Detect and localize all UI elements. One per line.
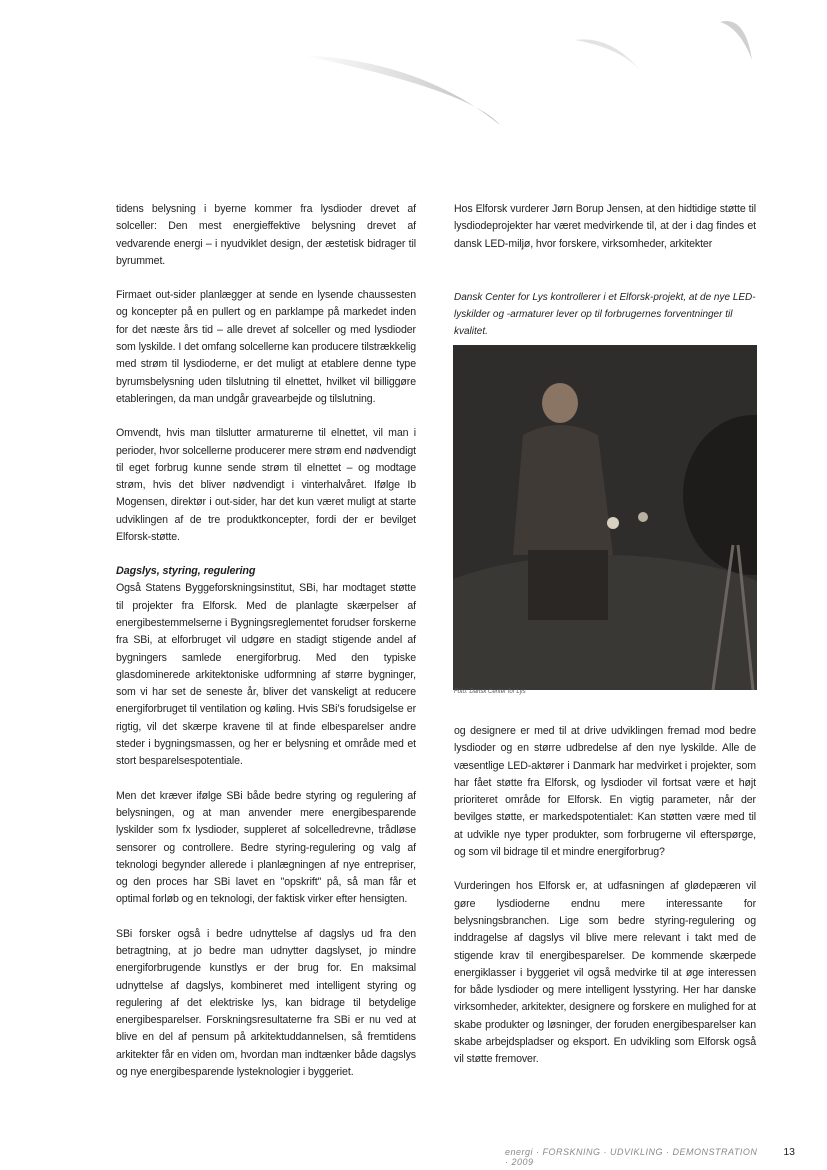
swoosh-shape-3 bbox=[720, 21, 752, 60]
photo-credit: Foto: Dansk Center for Lys bbox=[454, 689, 526, 695]
photo bbox=[453, 345, 757, 690]
header-decoration bbox=[0, 0, 827, 140]
paragraph: Men det kræver ifølge SBi både bedre styring og regulering af belysningen, og at man anvender mere energibesparende lyskilder som fx lysdioder, suppleret af solcelledrevne, trådløse sensorer og controllere. Bedre styring-regulering og valg af teknologi begynder allerede i planlægningen af nye entrepriser, og den proces har SBi lavet en "opskrift" på, så man får et optimal forløb og en teknologi, der faktisk virker efter hensigten. bbox=[116, 789, 416, 906]
swoosh-shape-1 bbox=[300, 55, 500, 125]
paragraph: Hos Elforsk vurderer Jørn Borup Jensen, at den hidtidige støtte til lysdiodeprojekter har været medvirkende til, at der i dag findes et dansk LED-miljø, hvor forskere, virksomheder, arkitekter bbox=[454, 203, 756, 250]
paragraph: og designere er med til at drive udviklingen fremad mod bedre lysdioder og en større udbredelse af den nye lyskilde. Alle de væsentlige LED-aktører i Danmark har medvirket i projekter, som har fået støtte fra Elforsk, og lysdioder vil fortsat være et højt prioriteret område for Elforsk. En vigtig parameter, når der bevilges støtte, er markedspotentialet: Kan støtten være med til at udvikle nye typer produkter, som forbrugerne vil efterspørge, og som vil bidrage til et mindre energiforbrug? bbox=[454, 725, 756, 859]
right-column-bottom bbox=[454, 723, 756, 1069]
paragraph: Omvendt, hvis man tilslutter armaturerne til elnettet, vil man i perioder, hvor solcellerne producerer mere strøm end nødvendigt til eget forbrug kunne sende strøm til elnettet – og modtage strøm, hvis det bliver nødvendigt i vinterhalvåret. Ifølge Ib Mogensen, direktør i out-sider, har det kun været muligt at starte udviklingen af de tre produktkoncepter, fordi der er bevilget Elforsk-støtte. bbox=[116, 427, 416, 544]
page-footer bbox=[505, 1146, 795, 1167]
page-number: 13 bbox=[783, 1146, 795, 1158]
swoosh-shape-2 bbox=[575, 39, 640, 70]
person-body bbox=[513, 425, 613, 555]
person-head bbox=[542, 383, 578, 423]
paragraph: Vurderingen hos Elforsk er, at udfasningen af glødepæren vil gøre lysdioderne endnu mere interessante for belysningsbranchen. Lige som bedre styring-regulering og inddragelse af dagslys vil blive mere relevant i takt med de stigende krav til energibesparelser. De kommende skærpede energiklasser i byggeriet vil også medvirke til at øge interessen for både lysdioder og mere intelligent lysstyring. Her har danske virksomheder, arkitekter, designere og forskere en mulighed for at skabe produkter og løsninger, der foruden energibesparelser kan skabe arbejdspladser og eksport. En udvikling som Elforsk også vil støtte fremover. bbox=[454, 880, 756, 1066]
led-lamp-glow bbox=[638, 512, 648, 522]
led-lamp-glow bbox=[607, 517, 619, 529]
running-title: energi · FORSKNING · UDVIKLING · DEMONSTRATION · 2009 bbox=[505, 1147, 758, 1167]
photo-caption: Dansk Center for Lys kontrollerer i et Elforsk-projekt, at de nye LED-lyskilder og -armaturer lever op til forbrugernes forventninger til kvalitet. bbox=[454, 292, 756, 337]
section-heading: Dagslys, styring, regulering bbox=[116, 565, 256, 578]
paragraph: Firmaet out-sider planlægger at sende en lysende chaussesten og koncepter på en pullert og en parklampe på markedet inden for det næste års tid – alle drevet af solceller og med lysdioder som lyskilde. I det omfang solcellerne kan producere tilstrækkelig med strøm til lysdioderne, er det muligt at etablere denne type byrumsbelysning uden tilslutning til elnettet, hvilket vil billiggøre etableringen, da man undgår gravearbejde og tilslutning. bbox=[116, 289, 416, 405]
left-column bbox=[116, 201, 416, 1081]
person-legs bbox=[528, 550, 608, 620]
paragraph: SBi forsker også i bedre udnyttelse af dagslys ud fra den betragtning, at jo bedre man udnytter dagslyset, jo mindre energiforbrugende kunstlys er der brug for. En maksimal udnyttelse af dagslys, kombineret med intelligent styring og regulering af det elektriske lys, kan bidrage til betydelige energibesparelser. Forskningsresultaterne fra SBi er nu ved at blive en del af pensum på arkitektuddannelsen, så fremtidens arkitekter får en viden om, hvordan man indtænker både dagslys og nye energibesparende lysteknologier i byggeriet. bbox=[116, 927, 416, 1079]
right-column-top bbox=[454, 201, 756, 253]
paragraph: Også Statens Byggeforskningsinstitut, SBi, har modtaget støtte til projekter fra Elforsk. Med de planlagte skærpelser af energibestemmelserne i Bygningsreglementet forudser forskerne fra SBi, at elforbruget vil udgøre en stadigt stigende andel af bygningers samlede energiforbrug. Med den typiske glasdominerede arkitektoniske udformning af større bygninger, som vi har set de seneste år, bliver det vanskeligt at reducere energiforbruget til ventilation og køling. Hvis SBi’s forudsigelse er rigtig, vil det skærpe kravene til at finde elbesparelser andre steder i bygningsmassen, og her er belysning et område med et stort besparelsespotentiale. bbox=[116, 582, 416, 768]
paragraph: tidens belysning i byerne kommer fra lysdioder drevet af solceller: Den mest energieffektive belysning drevet af vedvarende energi – i nyudviklet design, der æstetisk bidrager til byrummet. bbox=[116, 203, 416, 267]
